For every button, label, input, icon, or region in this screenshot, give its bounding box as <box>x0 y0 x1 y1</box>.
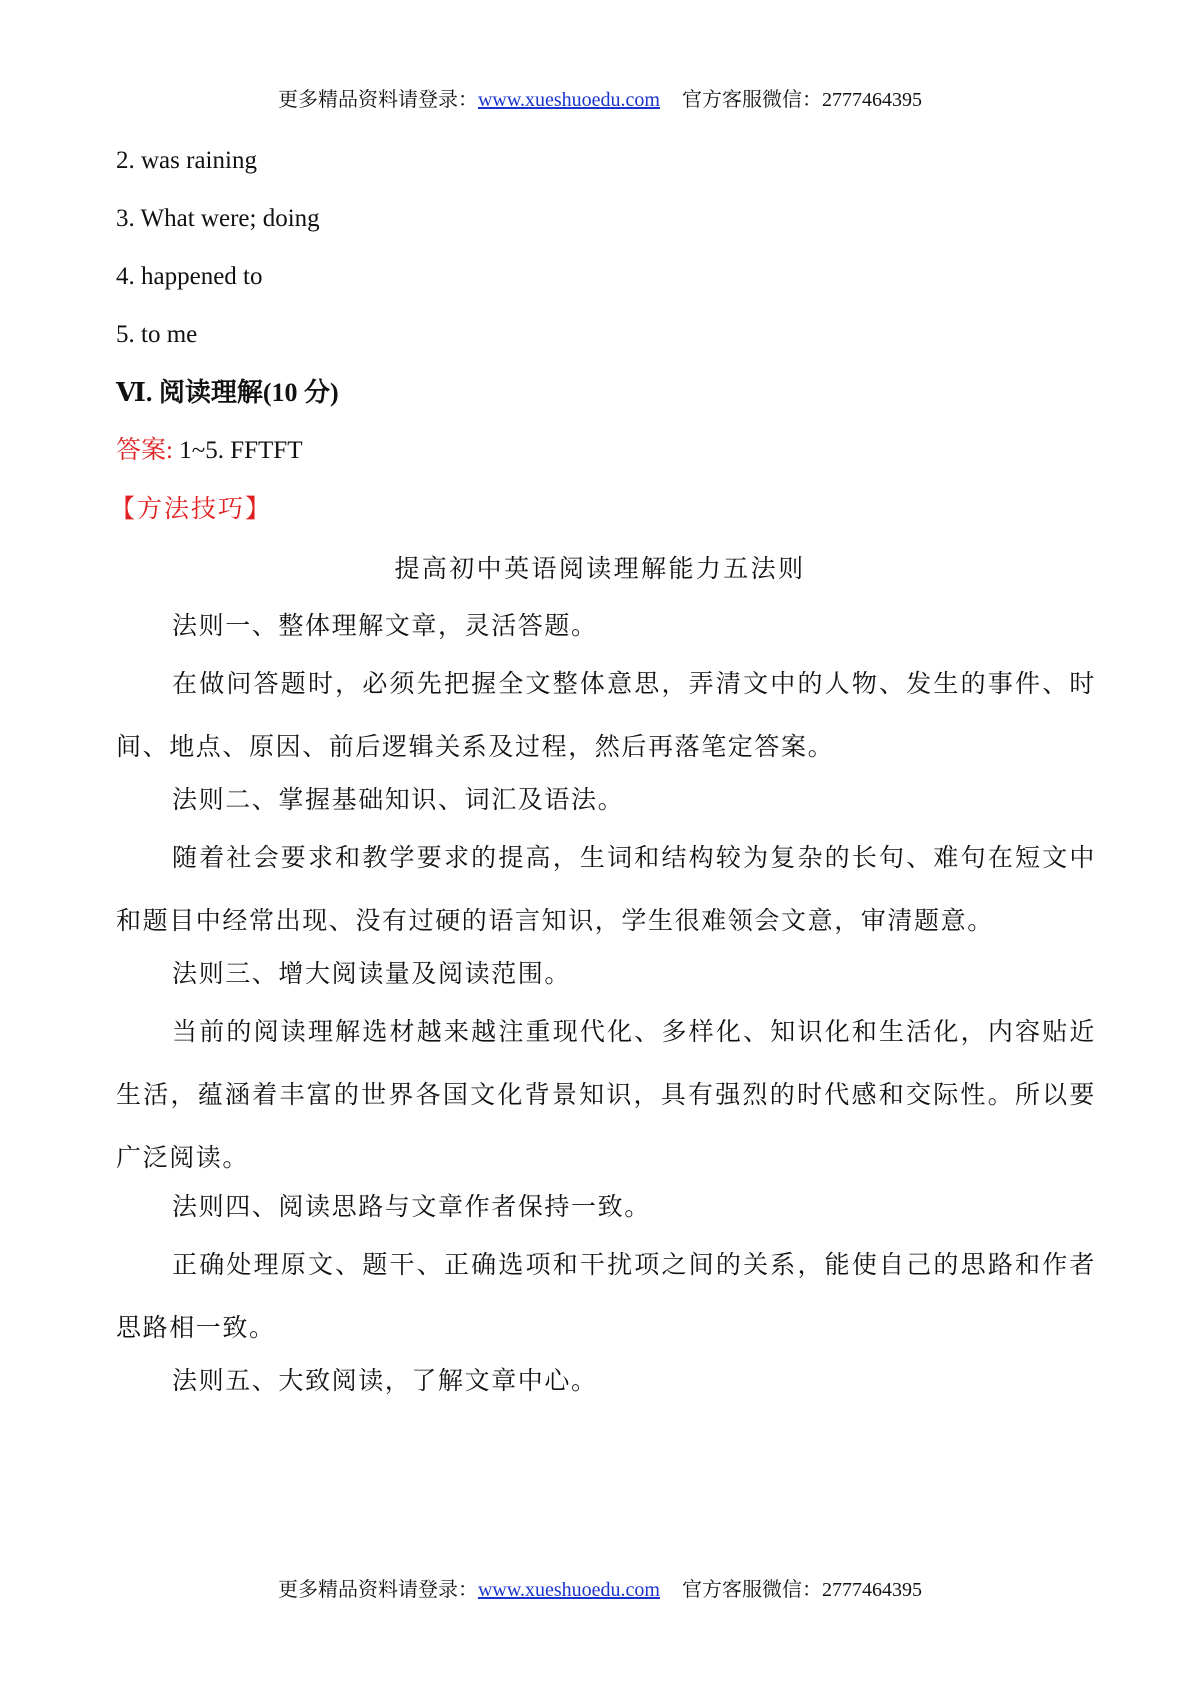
rule-3-paragraph: 当前的阅读理解选材越来越注重现代化、多样化、知识化和生活化，内容贴近生活，蕴涵着丰富的世界各国文化背景知识，具有强烈的时代感和交际性。所以要广泛阅读。 <box>116 1017 1096 1172</box>
rule-2-paragraph: 随着社会要求和教学要求的提高，生词和结构较为复杂的长句、难句在短文中和题目中经常出现、没有过硬的语言知识，学生很难领会文意，审清题意。 <box>116 843 1096 935</box>
answer-line-2: 2. was raining <box>116 147 257 174</box>
section-title: Ⅵ. 阅读理解(10 分) <box>116 378 339 407</box>
header-prefix: 更多精品资料请登录： <box>277 89 478 111</box>
rule-4-heading: 法则四、阅读思路与文章作者保持一致。 <box>172 1192 651 1221</box>
answer-label: 答案: <box>116 437 173 464</box>
method-tag: 【方法技巧】 <box>110 494 273 523</box>
footer-site-link[interactable]: www.xueshuoedu.com <box>477 1579 660 1601</box>
page-header <box>0 86 1200 114</box>
footer-prefix: 更多精品资料请登录： <box>277 1579 478 1601</box>
page-footer <box>0 1576 1200 1604</box>
answer-line-3: 3. What were; doing <box>116 205 320 232</box>
rule-1-paragraph: 在做问答题时，必须先把握全文整体意思，弄清文中的人物、发生的事件、时间、地点、原因、前后逻辑关系及过程，然后再落笔定答案。 <box>116 669 1096 761</box>
header-site-link[interactable]: www.xueshuoedu.com <box>477 89 660 111</box>
answer-value: 1~5. FFTFT <box>172 437 303 464</box>
answer-line-4: 4. happened to <box>116 263 263 290</box>
article-title: 提高初中英语阅读理解能力五法则 <box>394 554 806 583</box>
rule-5-heading: 法则五、大致阅读，了解文章中心。 <box>172 1366 598 1395</box>
answer-key <box>116 434 302 468</box>
footer-wechat: 官方客服微信：2777464395 <box>682 1579 922 1601</box>
rule-3-heading: 法则三、增大阅读量及阅读范围。 <box>172 959 572 988</box>
rule-2-heading: 法则二、掌握基础知识、词汇及语法。 <box>172 785 625 814</box>
rule-4-paragraph: 正确处理原文、题干、正确选项和干扰项之间的关系，能使自己的思路和作者思路相一致。 <box>116 1250 1096 1342</box>
rule-1-heading: 法则一、整体理解文章，灵活答题。 <box>172 611 598 640</box>
answer-line-5: 5. to me <box>116 321 198 348</box>
header-wechat: 官方客服微信：2777464395 <box>682 89 922 111</box>
